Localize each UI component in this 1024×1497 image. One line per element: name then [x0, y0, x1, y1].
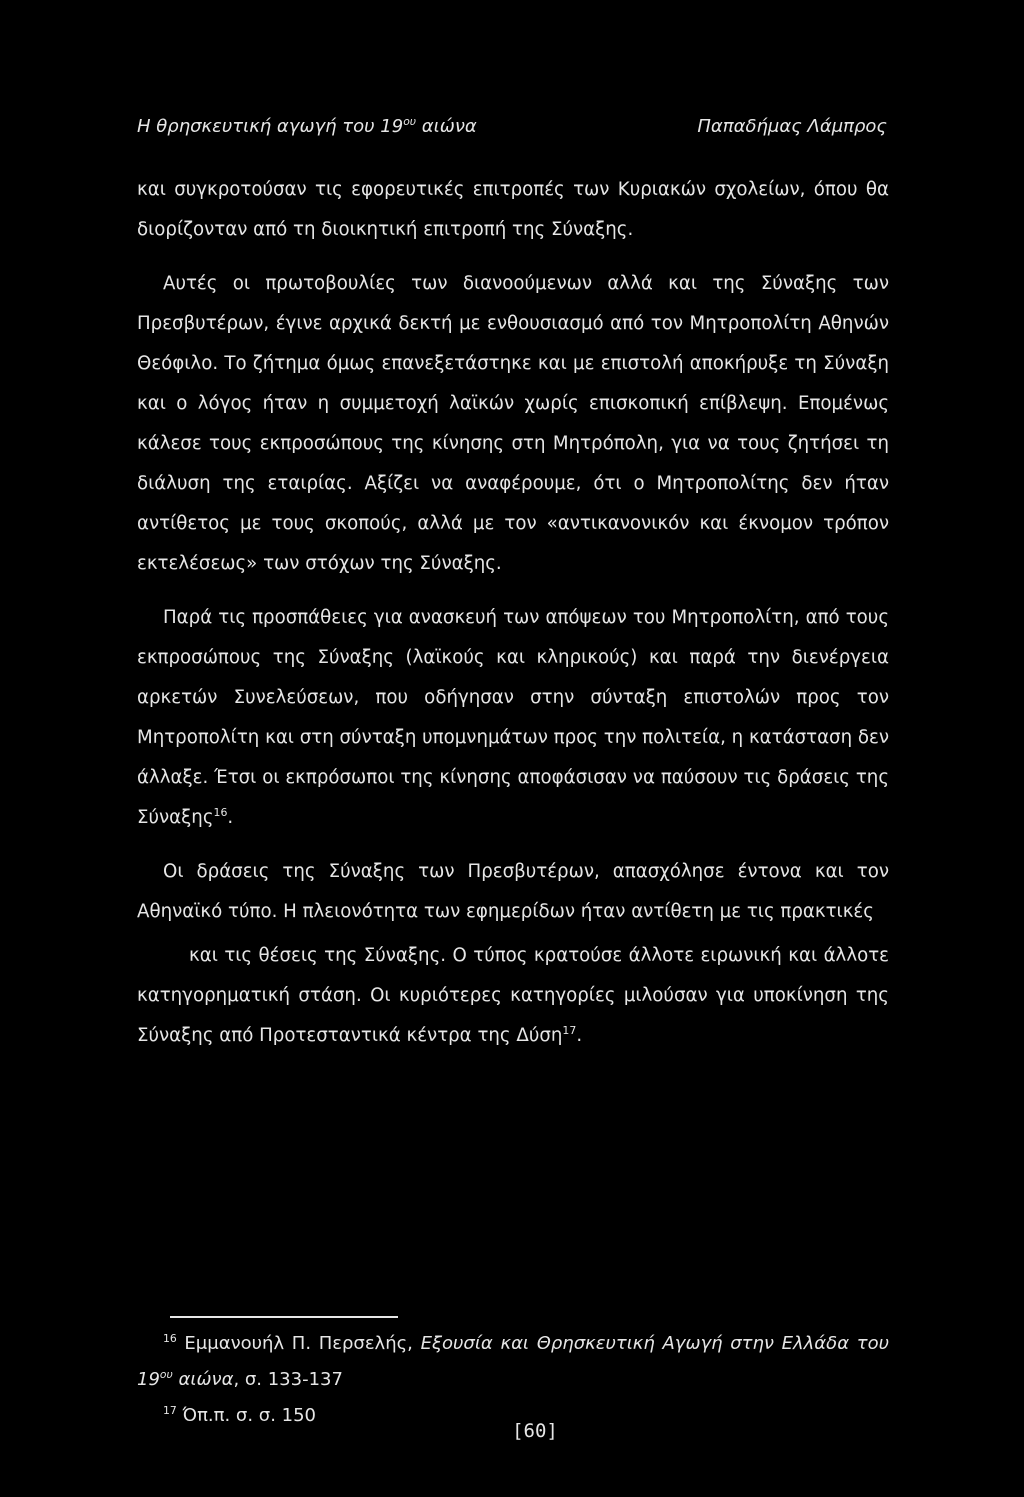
- footnote-17-number: 17: [163, 1404, 177, 1417]
- footnote-ref-17: 17: [562, 1023, 577, 1037]
- main-text: [137, 170, 889, 1056]
- footnote-16-pages: , σ. 133-137: [233, 1369, 343, 1390]
- footnote-separator: [170, 1316, 398, 1318]
- footnote-ref-16: 16: [213, 805, 228, 819]
- paragraph-4-part-b: [137, 936, 889, 1056]
- header-title-suffix: αιώνα: [416, 116, 477, 137]
- footnotes: [137, 1326, 889, 1434]
- paragraph-4: [137, 852, 889, 1056]
- header-title-sup: ου: [403, 115, 417, 128]
- running-header: [137, 116, 887, 146]
- paragraph-2: Αυτές οι πρωτοβουλίες των διανοούμενων αλλά και της Σύναξης των Πρεσβυτέρων, έγινε αρχικά δεκτή με ενθουσιασμό από τον Μητροπολίτη Αθηνών Θεόφιλο. Το ζήτημα όμως επανεξετάστηκε και με επιστολή αποκήρυξε τη Σύναξη και ο λόγος ήταν η συμμετοχή λαϊκών χωρίς επισκοπική επίβλεψη. Επομένως κάλεσε τους εκπροσώπους της κίνησης στη Μητρόπολη, για να τους ζητήσει τη διάλυση της εταιρίας. Αξίζει να αναφέρουμε, ότι ο Μητροπολίτης δεν ήταν αντίθετος με τους σκοπούς, αλλά με τον «αντικανονικόν και έκνομον τρόπον εκτελέσεως» των στόχων της Σύναξης.: [137, 273, 889, 574]
- header-title: [137, 116, 477, 137]
- paragraph-3-end: .: [227, 807, 234, 828]
- footnote-17-text: Όπ.π. σ. σ. 150: [176, 1405, 316, 1426]
- paragraph-1: και συγκροτούσαν τις εφορευτικές επιτροπές των Κυριακών σχολείων, όπου θα διορίζονταν από τη διοικητική επιτροπή της Σύναξης.: [137, 179, 889, 240]
- paragraph-3: [137, 598, 889, 838]
- page-number: [60]: [512, 1420, 558, 1442]
- footnote-16-title-text: Εξουσία και Θρησκευτική Αγωγή στην Ελλάδα του 19: [137, 1333, 889, 1390]
- footnote-16-author: Εμμανουήλ Π. Περσελής,: [176, 1333, 421, 1354]
- footnote-16: [137, 1326, 889, 1398]
- footnote-16-title-end: αιώνα: [172, 1369, 234, 1390]
- paragraph-4-end: .: [576, 1025, 583, 1046]
- footnote-16-number: 16: [163, 1332, 177, 1345]
- paragraph-3-text: Παρά τις προσπάθειες για ανασκευή των απόψεων του Μητροπολίτη, από τους εκπροσώπους της Σύναξης (λαϊκούς και κληρικούς) και παρά την διενέργεια αρκετών Συνελεύσεων, που οδήγησαν στην σύνταξη επιστολών προς τον Μητροπολίτη και στη σύνταξη υπομνημάτων προς την πολιτεία, η κατάσταση δεν άλλαξε. Έτσι οι εκπρόσωποι της κίνησης αποφάσισαν να παύσουν τις δράσεις της Σύναξης: [137, 607, 890, 828]
- header-title-prefix: Η θρησκευτική αγωγή του 19: [137, 116, 404, 137]
- paragraph-4-part-b-text: και τις θέσεις της Σύναξης. Ο τύπος κρατούσε άλλοτε ειρωνική και άλλοτε κατηγορηματική στάση. Οι κυριότερες κατηγορίες μιλούσαν για υποκίνηση της Σύναξης από Προτεσταντικά κέντρα της Δύση: [137, 945, 889, 1046]
- paragraph-4-part-a: Οι δράσεις της Σύναξης των Πρεσβυτέρων, απασχόλησε έντονα και τον Αθηναϊκό τύπο. Η πλειονότητα των εφημερίδων ήταν αντίθετη με τις πρακτικές: [137, 861, 889, 922]
- header-author: Παπαδήμας Λάμπρος: [697, 116, 887, 137]
- footnote-16-title-sup: ου: [159, 1368, 173, 1381]
